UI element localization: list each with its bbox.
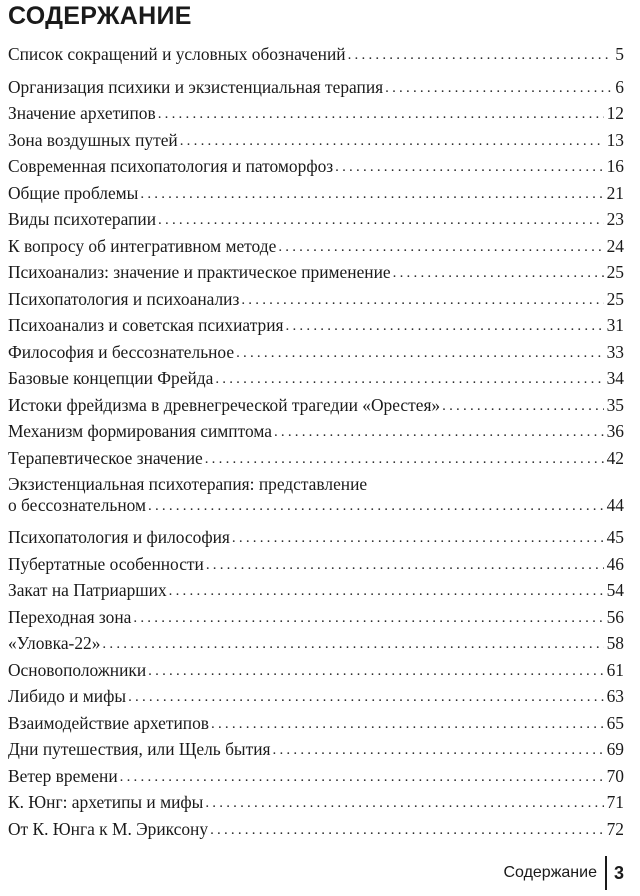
toc-dot-leader	[133, 608, 603, 629]
toc-entry-label-line1: Экзистенциальная психотерапия: представление	[8, 474, 368, 494]
toc-entry	[8, 77, 624, 100]
toc-entry-label: Общие проблемы	[8, 182, 139, 203]
toc-entry	[8, 395, 624, 418]
toc-entry-label: Дни путешествия, или Щель бытия	[8, 739, 271, 759]
toc-entry-page-number: 44	[606, 495, 624, 515]
toc-dot-leader	[180, 131, 604, 152]
toc-entry	[8, 421, 624, 444]
toc-entry-page-number: 72	[606, 818, 624, 839]
toc-entry-page-number: 54	[606, 580, 624, 600]
toc-entry	[8, 686, 624, 709]
toc-entry-label: К. Юнг: архетипы и мифы	[8, 792, 204, 812]
toc-entry-page-number: 36	[606, 421, 624, 441]
toc-entry-label: Зона воздушных путей	[8, 129, 178, 150]
toc-entry-label: Пубертатные особенности	[8, 553, 204, 574]
toc-dot-leader	[393, 263, 604, 284]
toc-entry-page-number: 23	[606, 209, 624, 229]
toc-entry-label: Либидо и мифы	[8, 686, 127, 706]
toc-dot-leader	[232, 528, 604, 549]
toc-entry	[8, 130, 624, 153]
toc-entry-label: Терапевтическое значение	[8, 447, 203, 468]
toc-entry-page-number: 61	[606, 659, 624, 680]
page-footer	[503, 856, 624, 890]
toc-dot-leader	[102, 634, 603, 655]
toc-dot-leader	[158, 210, 604, 231]
toc-entry	[8, 236, 624, 259]
toc-entry-page-number: 12	[606, 103, 624, 123]
toc-entry-label: Базовые концепции Фрейда	[8, 368, 214, 388]
toc-entry	[8, 739, 624, 762]
toc-entry-label: Значение архетипов	[8, 103, 156, 123]
toc-dot-leader	[385, 78, 612, 99]
toc-entry	[8, 368, 624, 391]
toc-entry-page-number: 45	[606, 527, 624, 547]
toc-entry-label: Механизм формирования симптома	[8, 421, 272, 441]
toc-entry	[8, 44, 624, 67]
toc-dot-leader	[158, 104, 604, 125]
toc-dot-leader	[169, 581, 604, 602]
toc-entry	[8, 103, 624, 126]
toc-dot-leader	[205, 449, 604, 470]
toc-entry-page-number: 24	[606, 235, 624, 256]
toc-dot-leader	[273, 740, 604, 761]
toc-entry	[8, 580, 624, 603]
toc-entry	[8, 474, 624, 518]
toc-entry-label: «Уловка-22»	[8, 633, 101, 653]
toc-entry-page-number: 34	[606, 368, 624, 388]
toc-entry-label: о бессознательном	[8, 495, 146, 515]
toc-entry	[8, 792, 624, 815]
toc-entry	[8, 607, 624, 630]
toc-entry	[8, 819, 624, 842]
toc-entry	[8, 156, 624, 179]
toc-entry-page-number: 25	[606, 262, 624, 282]
toc-entry-label: Список сокращений и условных обозначений	[8, 44, 346, 64]
toc-entry	[8, 713, 624, 736]
toc-entry	[8, 315, 624, 338]
toc-entry-label: Основоположники	[8, 659, 147, 680]
toc-entry	[8, 660, 624, 683]
toc-entry-label: Психоанализ и советская психиатрия	[8, 315, 284, 335]
toc-entry-page-number: 46	[606, 553, 624, 574]
toc-entry-page-number: 65	[606, 712, 624, 733]
toc-entry	[8, 342, 624, 365]
toc-entry-page-number: 13	[606, 129, 624, 150]
toc-dot-leader	[442, 396, 603, 417]
toc-dot-leader	[206, 555, 604, 576]
toc-dot-leader	[210, 820, 604, 841]
toc-dot-leader	[148, 496, 604, 517]
toc-entry	[8, 448, 624, 471]
toc-entry-label: Философия и бессознательное	[8, 341, 235, 362]
toc-entry-page-number: 63	[606, 686, 624, 706]
toc-entry-page-number: 16	[606, 156, 624, 176]
toc-entry-label: Ветер времени	[8, 765, 118, 786]
toc-entry	[8, 289, 624, 312]
toc-dot-leader	[215, 369, 603, 390]
toc-entry-label: Переходная зона	[8, 606, 132, 627]
toc-dot-leader	[128, 687, 604, 708]
toc-entry	[8, 527, 624, 550]
toc-dot-leader	[241, 290, 603, 311]
toc-entry-page-number: 33	[606, 341, 624, 362]
toc-entry-label: Взаимодействие архетипов	[8, 712, 209, 733]
toc-entry-page-number: 58	[606, 633, 624, 653]
toc-entry-label: Закат на Патриарших	[8, 580, 167, 600]
toc-entry-page-number: 42	[606, 447, 624, 468]
toc-entry-label: Психопатология и философия	[8, 527, 230, 547]
toc-dot-leader	[140, 184, 603, 205]
toc-entry-label: Психопатология и психоанализ	[8, 288, 240, 309]
toc-dot-leader	[274, 422, 604, 443]
toc-entry-label: Истоки фрейдизма в древнегреческой трагедии «Орестея»	[8, 394, 441, 415]
toc-entry-label: Современная психопатология и патоморфоз	[8, 156, 334, 176]
toc-entry	[8, 766, 624, 789]
toc-entry	[8, 183, 624, 206]
toc-entry	[8, 262, 624, 285]
toc-entry-page-number: 56	[606, 606, 624, 627]
toc-dot-leader	[335, 157, 603, 178]
toc-entry-page-number: 5	[615, 44, 624, 64]
toc-dot-leader	[348, 45, 613, 66]
footer-section-label: Содержание	[503, 864, 597, 881]
toc-dot-leader	[211, 714, 604, 735]
toc-entry-label: Психоанализ: значение и практическое применение	[8, 262, 391, 282]
page-title: СОДЕРЖАНИЕ	[8, 2, 192, 30]
footer-page-number: 3	[613, 862, 624, 883]
toc-entry-page-number: 71	[606, 792, 624, 812]
toc-entry-label: От К. Юнга к М. Эриксону	[8, 818, 209, 839]
toc-entry-label: К вопросу об интегративном методе	[8, 235, 277, 256]
toc-entry-page-number: 21	[606, 182, 624, 203]
toc-dot-leader	[120, 767, 604, 788]
toc-entry	[8, 633, 624, 656]
toc-entry-page-number: 35	[606, 394, 624, 415]
toc-entry-label: Организация психики и экзистенциальная терапия	[8, 76, 384, 97]
toc-dot-leader	[148, 661, 603, 682]
toc-dot-leader	[205, 793, 603, 814]
footer-divider	[605, 856, 607, 890]
toc-entry	[8, 209, 624, 232]
toc-entry-page-number: 69	[606, 739, 624, 759]
toc-entry	[8, 554, 624, 577]
toc-dot-leader	[236, 343, 604, 364]
toc-entry-label: Виды психотерапии	[8, 209, 157, 229]
toc-entry-page-number: 6	[615, 76, 624, 97]
toc-dot-leader	[286, 316, 604, 337]
toc-entry-page-number: 31	[606, 315, 624, 335]
toc-entry-page-number: 25	[606, 288, 624, 309]
toc-entry-page-number: 70	[606, 765, 624, 786]
toc-dot-leader	[278, 237, 603, 258]
